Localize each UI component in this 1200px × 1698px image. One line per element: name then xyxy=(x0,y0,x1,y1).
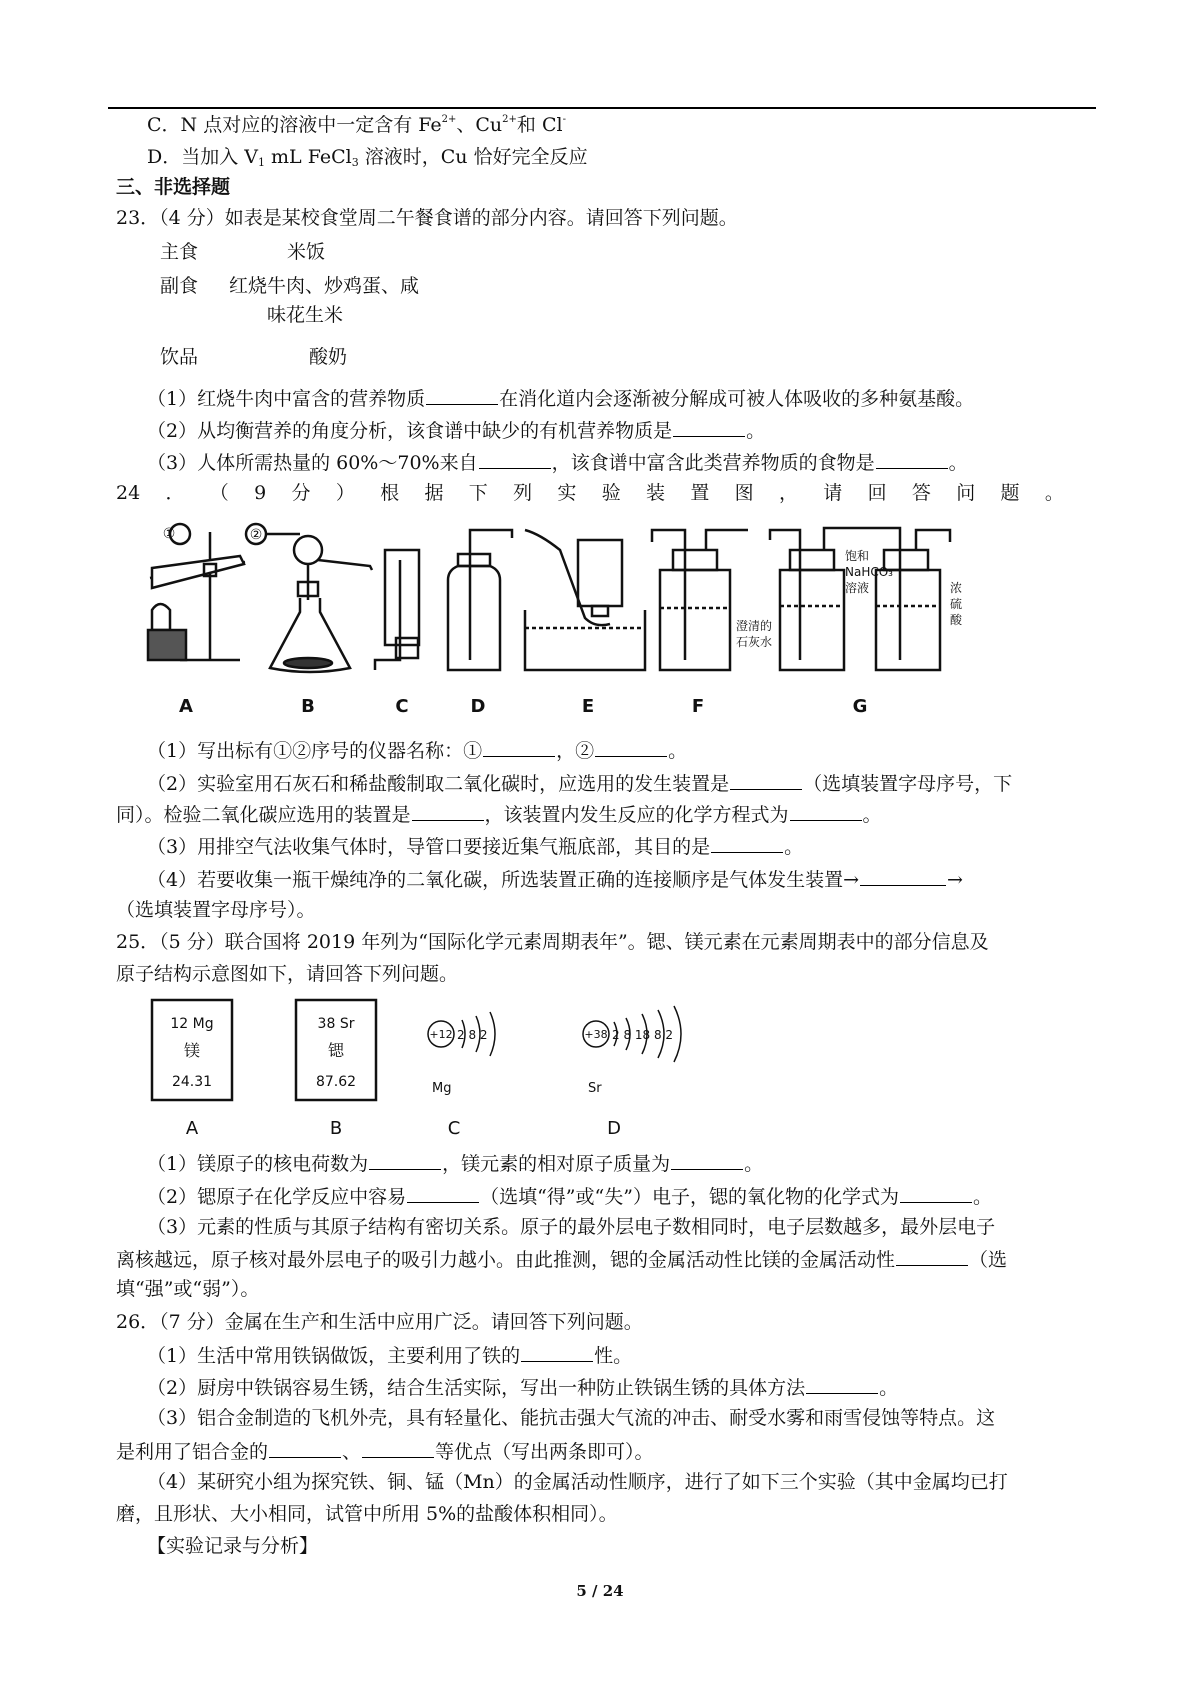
g-liquid-right-3: 酸 xyxy=(950,613,963,627)
section-title: 三、非选择题 xyxy=(116,176,231,198)
answer-blank[interactable] xyxy=(369,1150,441,1170)
q25-part3: （3）元素的性质与其原子结构有密切关系。原子的最外层电子数相同时，电子层数越多，最外层电子 xyxy=(147,1216,996,1238)
q24-stem-char: 分 xyxy=(291,482,311,504)
q25-part2: （2）锶原子在化学反应中容易 （选填“得”或“失”）电子，锶的氧化物的化学式为 。 xyxy=(147,1183,992,1209)
q23-stem: 23．（4 分）如表是某校食堂周二午餐食谱的部分内容。请回答下列问题。 xyxy=(116,207,738,229)
menu-side-value-1: 红烧牛肉、炒鸡蛋、咸 xyxy=(229,275,420,297)
apparatus-d xyxy=(448,530,512,670)
sr-card-header: 38 Sr xyxy=(317,1016,355,1032)
sr-card-name: 锶 xyxy=(327,1041,345,1060)
answer-blank[interactable] xyxy=(412,801,484,821)
q25-stem-2: 原子结构示意图如下，请回答下列问题。 xyxy=(116,963,459,985)
q26-part3: （3）铝合金制造的飞机外壳，具有轻量化、能抗击强大气流的冲击、耐受水雾和雨雪侵蚀等特点。这 xyxy=(147,1407,996,1429)
answer-blank[interactable] xyxy=(362,1438,434,1458)
apparatus-label-c: C xyxy=(395,696,409,717)
apparatus-f xyxy=(652,530,748,670)
q24-stem-char: 回 xyxy=(867,482,887,504)
mg-nucleus: +12 xyxy=(429,1028,453,1041)
q24-stem-char: ． xyxy=(165,482,185,504)
q24-stem-char: 验 xyxy=(601,482,621,504)
mg-atom-label: Mg xyxy=(432,1081,452,1096)
q24-apparatus-figure xyxy=(140,520,1020,720)
q24-stem-char: 问 xyxy=(956,482,976,504)
apparatus-e xyxy=(525,530,645,670)
answer-blank[interactable] xyxy=(479,449,551,469)
sr-nucleus: +38 xyxy=(584,1028,608,1041)
q23-part3: （3）人体所需热量的 60%～70%来自 ，该食谱中富含此类营养物质的食物是 。 xyxy=(147,449,968,475)
mg-card-name: 镁 xyxy=(183,1041,201,1060)
q24-stem-char: 。 xyxy=(1044,482,1064,504)
apparatus-label-a: A xyxy=(179,696,193,717)
sr-card-mass: 87.62 xyxy=(315,1074,357,1090)
q24-part3: （3）用排空气法收集气体时，导管口要接近集气瓶底部，其目的是 。 xyxy=(147,833,803,859)
g-liquid-left-2: NaHCO₃ xyxy=(845,565,893,579)
menu-staple-value: 米饭 xyxy=(287,241,326,263)
q24-stem-char: 列 xyxy=(513,482,533,504)
answer-blank[interactable] xyxy=(790,801,862,821)
answer-blank[interactable] xyxy=(483,737,555,757)
menu-side-label: 副食 xyxy=(160,275,199,297)
element-label-b: B xyxy=(329,1118,343,1139)
q23-part1: （1）红烧牛肉中富含的营养物质 在消化道内会逐渐被分解成可被人体吸收的多种氨基酸。 xyxy=(147,385,974,411)
answer-blank[interactable] xyxy=(806,1374,878,1394)
mg-shells: 2 8 2 xyxy=(457,1028,488,1042)
apparatus-b xyxy=(246,524,372,672)
q24-stem-char: ） xyxy=(335,482,355,504)
q24-part2-continued: 同）。检验二氧化碳应选用的装置是 ，该装置内发生反应的化学方程式为 。 xyxy=(116,801,882,827)
sr-atom-label: Sr xyxy=(588,1081,602,1096)
q24-part1: （1）写出标有①②序号的仪器名称：① ，② 。 xyxy=(147,737,687,763)
q26-part1: （1）生活中常用铁锅做饭，主要利用了铁的 性。 xyxy=(147,1342,632,1368)
q25-part1: （1）镁原子的核电荷数为 ，镁元素的相对原子质量为 。 xyxy=(147,1150,763,1176)
element-label-a: A xyxy=(185,1118,199,1139)
q24-stem-char: 根 xyxy=(380,482,400,504)
q24-part4: （4）若要收集一瓶干燥纯净的二氧化碳，所选装置正确的连接顺序是气体发生装置→ → xyxy=(147,866,963,892)
q24-stem-char: 请 xyxy=(823,482,843,504)
answer-blank[interactable] xyxy=(876,449,948,469)
q25-part3-line3: 填“强”或“弱”）。 xyxy=(116,1278,260,1300)
q26-stem: 26．（7 分）金属在生产和生活中应用广泛。请回答下列问题。 xyxy=(116,1311,643,1333)
mg-card-mass: 24.31 xyxy=(171,1074,213,1090)
menu-side-value-2: 味花生米 xyxy=(267,304,344,326)
apparatus-label-d: D xyxy=(470,696,486,717)
apparatus-a xyxy=(148,524,245,660)
answer-blank[interactable] xyxy=(426,385,498,405)
f-liquid-label-1: 澄清的 xyxy=(736,619,773,633)
marker-1: ① xyxy=(162,526,176,542)
g-liquid-right-1: 浓 xyxy=(950,581,963,595)
menu-drink-label: 饮品 xyxy=(160,346,199,368)
q22-option-d: D．当加入 $V_1$ mL FeCl$_3$ 溶液时，Cu 恰好完全反应 xyxy=(147,146,588,169)
q24-stem xyxy=(116,481,1064,505)
q23-part2: （2）从均衡营养的角度分析，该食谱中缺少的有机营养物质是 。 xyxy=(147,417,765,443)
apparatus-label-f: F xyxy=(691,696,705,717)
header-rule xyxy=(108,107,1096,109)
q24-part4-continued: （选填装置字母序号）。 xyxy=(116,899,316,921)
q24-stem-char: 实 xyxy=(557,482,577,504)
marker-2: ② xyxy=(249,527,263,543)
mg-card-header: 12 Mg xyxy=(170,1016,214,1032)
answer-blank[interactable] xyxy=(521,1342,593,1362)
q26-part3-line2: 是利用了铝合金的 、 等优点（写出两条即可）。 xyxy=(116,1438,654,1464)
answer-blank[interactable] xyxy=(896,1246,968,1266)
apparatus-label-b: B xyxy=(301,696,315,717)
q24-stem-char: 据 xyxy=(424,482,444,504)
q24-stem-char: 置 xyxy=(690,482,710,504)
q26-record-title: 【实验记录与分析】 xyxy=(147,1535,319,1557)
q26-part4-line2: 磨，且形状、大小相同，试管中所用 5%的盐酸体积相同）。 xyxy=(116,1503,618,1525)
sr-shells: 2 8 18 8 2 xyxy=(612,1028,674,1042)
element-label-c: C xyxy=(447,1118,461,1139)
answer-blank[interactable] xyxy=(673,417,745,437)
q24-stem-char: 题 xyxy=(1000,482,1020,504)
q24-stem-char: ， xyxy=(778,482,798,504)
apparatus-c xyxy=(375,550,419,670)
q22-option-c: C．N 点对应的溶液中一定含有 $Fe^{2+}$、$Cu^{2+}$和 Cl- xyxy=(147,114,566,136)
q26-part4: （4）某研究小组为探究铁、铜、锰（Mn）的金属活动性顺序，进行了如下三个实验（其中金属均已打 xyxy=(147,1471,1008,1493)
menu-drink-value: 酸奶 xyxy=(309,346,348,368)
q24-part2: （2）实验室用石灰石和稀盐酸制取二氧化碳时，应选用的发生装置是 （选填装置字母序号，下 xyxy=(147,770,1012,796)
q24-stem-char: 24 xyxy=(116,482,141,504)
element-label-d: D xyxy=(607,1118,621,1139)
answer-blank[interactable] xyxy=(671,1150,743,1170)
q24-stem-char: （ xyxy=(209,482,229,504)
q25-part3-line2: 离核越远，原子核对最外层电子的吸引力越小。由此推测，锶的金属活动性比镁的金属活动性 （选 xyxy=(116,1246,1007,1272)
answer-blank[interactable] xyxy=(900,1183,972,1203)
g-liquid-right-2: 硫 xyxy=(950,597,963,611)
q24-stem-char: 下 xyxy=(468,482,488,504)
g-liquid-left-1: 饱和 xyxy=(845,549,870,563)
q26-part2: （2）厨房中铁锅容易生锈，结合生活实际，写出一种防止铁锅生锈的具体方法 。 xyxy=(147,1374,898,1400)
q25-stem-1: 25．（5 分）联合国将 2019 年列为“国际化学元素周期表年”。锶、镁元素在元素周期表中的部分信息及 xyxy=(116,931,989,953)
answer-blank[interactable] xyxy=(269,1438,341,1458)
answer-blank[interactable] xyxy=(595,737,667,757)
apparatus-label-e: E xyxy=(581,696,595,717)
answer-blank[interactable] xyxy=(407,1183,479,1203)
q25-element-figure xyxy=(140,994,740,1144)
answer-blank[interactable] xyxy=(730,770,802,790)
q24-stem-char: 图 xyxy=(734,482,754,504)
g-liquid-left-3: 溶液 xyxy=(845,581,870,595)
f-liquid-label-2: 石灰水 xyxy=(736,635,773,649)
q24-stem-char: 9 xyxy=(254,482,267,504)
menu-staple-label: 主食 xyxy=(160,241,199,263)
answer-blank[interactable] xyxy=(711,833,783,853)
q24-stem-char: 装 xyxy=(646,482,666,504)
page-number: 5 / 24 xyxy=(576,1582,624,1600)
apparatus-label-g: G xyxy=(852,696,868,717)
q24-stem-char: 答 xyxy=(911,482,931,504)
answer-blank[interactable] xyxy=(860,866,946,886)
